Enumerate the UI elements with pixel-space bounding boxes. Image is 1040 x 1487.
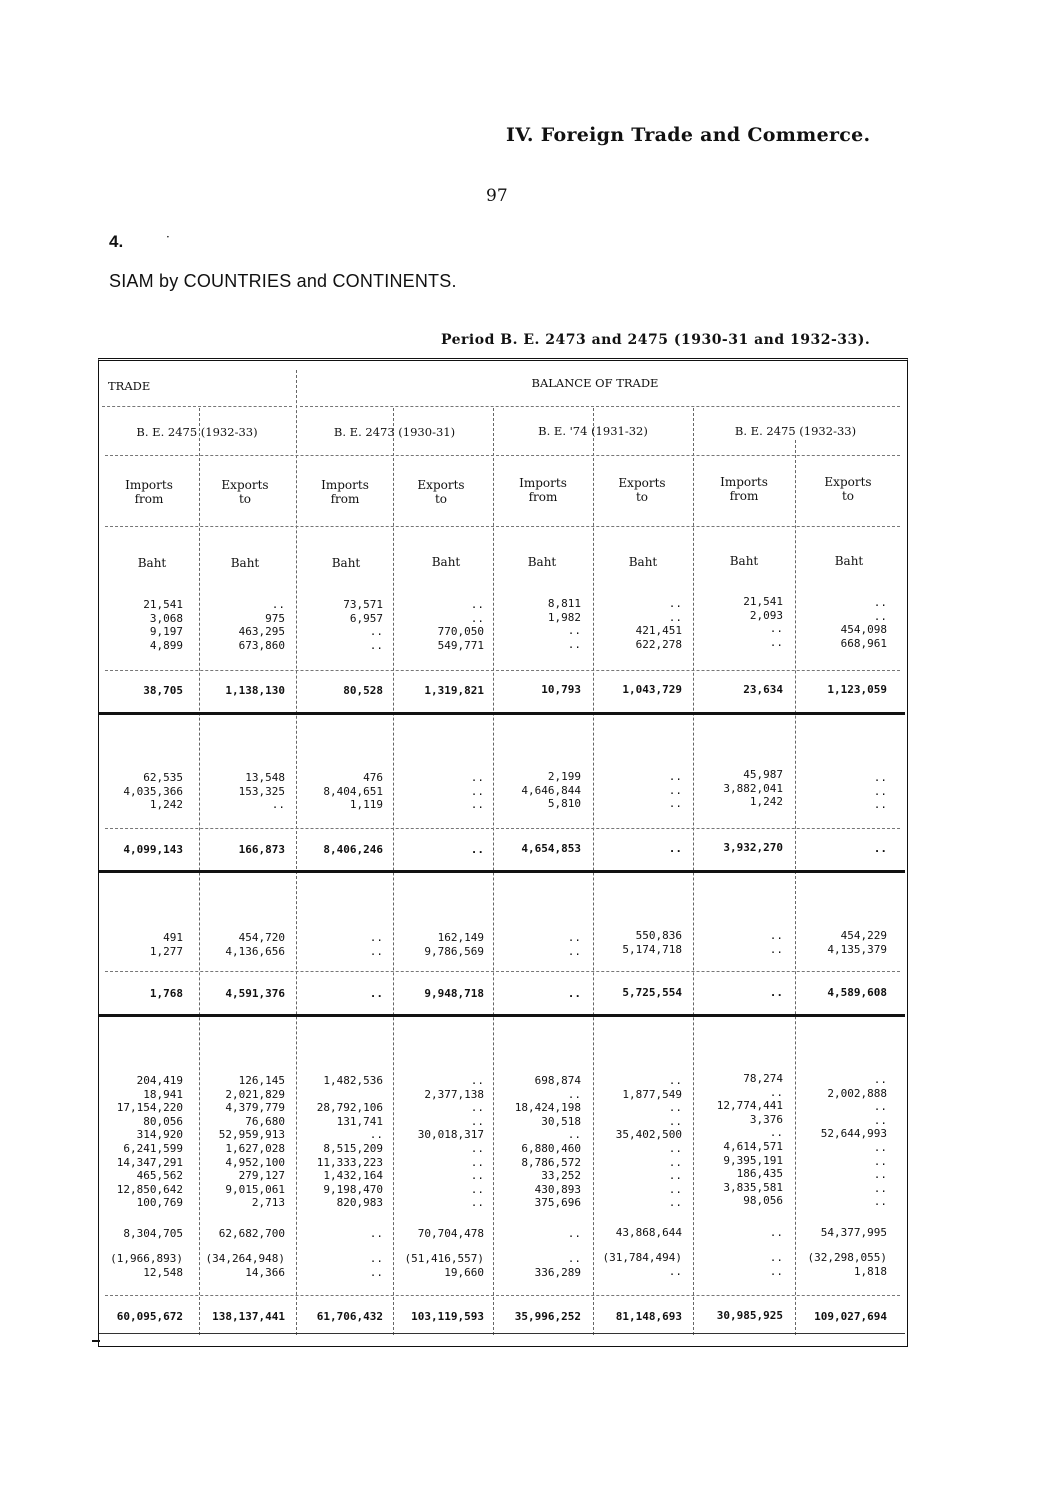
total-cell: 10,793	[541, 683, 581, 696]
header-trade: TRADE	[108, 379, 151, 393]
data-cell: 204,419 18,941 17,154,220 80,056 314,920 6,241,599 14,347,291 465,562 12,850,642 100,769	[116, 1074, 183, 1210]
imports-from-header: Imports from	[720, 475, 768, 503]
data-cell: 550,836 5,174,718	[622, 929, 682, 956]
data-cell: .. 336,289	[534, 1252, 581, 1279]
data-cell: .. 1,877,549 .. .. 35,402,500 .. .. .. .. ..	[615, 1074, 682, 1210]
data-cell: 8,304,705	[123, 1227, 183, 1240]
data-cell: .. ..	[369, 931, 383, 958]
data-cell: 78,274 .. 12,774,441 3,376 .. 4,614,571 9,395,191 186,435 3,835,581 98,056	[716, 1072, 783, 1208]
data-cell: 21,541 2,093 .. ..	[743, 595, 783, 649]
unit-label: Baht	[834, 554, 864, 568]
total-cell: 9,948,718	[424, 987, 484, 1000]
unit-label: Baht	[527, 555, 557, 569]
data-cell: 73,571 6,957 .. ..	[343, 598, 383, 652]
total-cell: 166,873	[238, 843, 285, 856]
total-cell: 5,725,554	[622, 986, 682, 999]
data-cell: .. 2,002,888 .. .. 52,644,993 .. .. .. .. ..	[820, 1073, 887, 1209]
total-cell: 35,996,252	[514, 1310, 581, 1323]
unit-label: Baht	[431, 555, 461, 569]
data-cell: .. 2,377,138 .. .. 30,018,317 .. .. .. .. ..	[417, 1074, 484, 1210]
data-cell: 45,987 3,882,041 1,242	[723, 768, 783, 809]
year-header-4: B. E. 2475 (1932-33)	[734, 424, 857, 438]
year-header-3: B. E. '74 (1931-32)	[538, 424, 648, 438]
total-cell: ..	[668, 842, 682, 855]
total-cell: ..	[769, 986, 783, 999]
data-cell: 491 1,277	[149, 931, 183, 958]
total-cell: 1,138,130	[225, 684, 285, 697]
data-cell: (1,966,893) 12,548	[110, 1252, 183, 1279]
data-cell: 454,720 4,136,656	[225, 931, 285, 958]
unit-label: Baht	[628, 555, 658, 569]
data-cell: 43,868,644	[615, 1226, 682, 1239]
unit-label: Baht	[137, 556, 167, 570]
total-cell: 23,634	[743, 683, 783, 696]
data-cell: 62,535 4,035,366 1,242	[123, 771, 183, 812]
stray-mark: ·	[166, 230, 170, 244]
imports-from-header: Imports from	[519, 476, 567, 504]
total-cell: 1,123,059	[827, 683, 887, 696]
data-cell: (32,298,055) 1,818	[807, 1251, 887, 1278]
data-cell: 162,149 9,786,569	[424, 931, 484, 958]
total-cell: 109,027,694	[814, 1310, 887, 1323]
total-cell: 103,119,593	[411, 1310, 484, 1323]
data-cell: .. ..	[369, 1252, 383, 1279]
total-cell: ..	[567, 987, 581, 1000]
data-cell: 454,229 4,135,379	[827, 929, 887, 956]
data-cell: .. .. 770,050 549,771	[437, 598, 484, 652]
data-cell: ..	[769, 1226, 783, 1239]
data-cell: 54,377,995	[820, 1226, 887, 1239]
total-cell: 1,043,729	[622, 683, 682, 696]
year-header-2: B. E. 2473 (1930-31)	[333, 425, 456, 439]
data-cell: .. .. 454,098 668,961	[840, 596, 887, 650]
data-cell: .. ..	[567, 931, 581, 958]
total-cell: 1,319,821	[424, 684, 484, 697]
data-cell: 21,541 3,068 9,197 4,899	[143, 598, 183, 652]
data-cell: ..	[369, 1227, 383, 1240]
total-cell: 1,768	[149, 987, 183, 1000]
imports-from-header: Imports from	[125, 478, 173, 506]
exports-to-header: Exports to	[221, 478, 269, 506]
data-cell: .. ..	[769, 1251, 783, 1278]
total-cell: 4,591,376	[225, 987, 285, 1000]
total-cell: 30,985,925	[716, 1309, 783, 1322]
period-caption: Period B. E. 2473 and 2475 (1930-31 and 1932-33).	[441, 332, 871, 348]
total-cell: 81,148,693	[615, 1310, 682, 1323]
data-cell: .. .. ..	[668, 770, 682, 811]
data-cell: .. .. ..	[873, 771, 887, 812]
data-cell: (34,264,948) 14,366	[205, 1252, 285, 1279]
data-cell: .. 975 463,295 673,860	[238, 598, 285, 652]
section-heading: IV. Foreign Trade and Commerce.	[506, 124, 871, 146]
table-title: SIAM by COUNTRIES and CONTINENTS.	[109, 271, 457, 291]
exports-to-header: Exports to	[417, 478, 465, 506]
total-cell: 61,706,432	[316, 1310, 383, 1323]
data-cell: 2,199 4,646,844 5,810	[521, 770, 581, 811]
data-cell: 476 8,404,651 1,119	[323, 771, 383, 812]
data-cell: (31,784,494) ..	[602, 1251, 682, 1278]
data-cell: (51,416,557) 19,660	[404, 1252, 484, 1279]
data-cell: 70,704,478	[417, 1227, 484, 1240]
data-cell: .. .. 421,451 622,278	[635, 597, 682, 651]
exports-to-header: Exports to	[618, 476, 666, 504]
unit-label: Baht	[331, 556, 361, 570]
data-cell: 62,682,700	[218, 1227, 285, 1240]
total-cell: ..	[470, 843, 484, 856]
total-cell: ..	[873, 842, 887, 855]
exports-to-header: Exports to	[824, 475, 872, 503]
unit-label: Baht	[729, 554, 759, 568]
total-cell: 80,528	[343, 684, 383, 697]
data-cell: .. .. ..	[470, 771, 484, 812]
total-cell: ..	[369, 987, 383, 1000]
total-cell: 8,406,246	[323, 843, 383, 856]
total-cell: 4,589,608	[827, 986, 887, 999]
data-cell: 1,482,536 28,792,106 131,741 .. 8,515,209 11,333,223 1,432,164 9,198,470 820,983	[316, 1074, 383, 1210]
unit-label: Baht	[230, 556, 260, 570]
page-number: 97	[486, 186, 508, 206]
total-cell: 3,932,270	[723, 841, 783, 854]
data-cell: ..	[567, 1227, 581, 1240]
data-cell: 698,874 .. 18,424,198 30,518 .. 6,880,460 8,786,572 33,252 430,893 375,696	[514, 1074, 581, 1210]
total-cell: 38,705	[143, 684, 183, 697]
data-cell: 8,811 1,982 .. ..	[547, 597, 581, 651]
total-cell: 4,654,853	[521, 842, 581, 855]
data-cell: 13,548 153,325 ..	[238, 771, 285, 812]
data-cell: 126,145 2,021,829 4,379,779 76,680 52,959,913 1,627,028 4,952,100 279,127 9,015,061 2,713	[218, 1074, 285, 1210]
stray-mark	[92, 1340, 100, 1342]
total-cell: 138,137,441	[212, 1310, 285, 1323]
total-cell: 60,095,672	[116, 1310, 183, 1323]
year-header-1: B. E. 2475 (1932-33)	[136, 425, 258, 439]
header-balance-of-trade: BALANCE OF TRADE	[531, 376, 659, 390]
table-number: 4.	[109, 232, 124, 251]
imports-from-header: Imports from	[321, 478, 369, 506]
data-cell: .. ..	[769, 929, 783, 956]
total-cell: 4,099,143	[123, 843, 183, 856]
